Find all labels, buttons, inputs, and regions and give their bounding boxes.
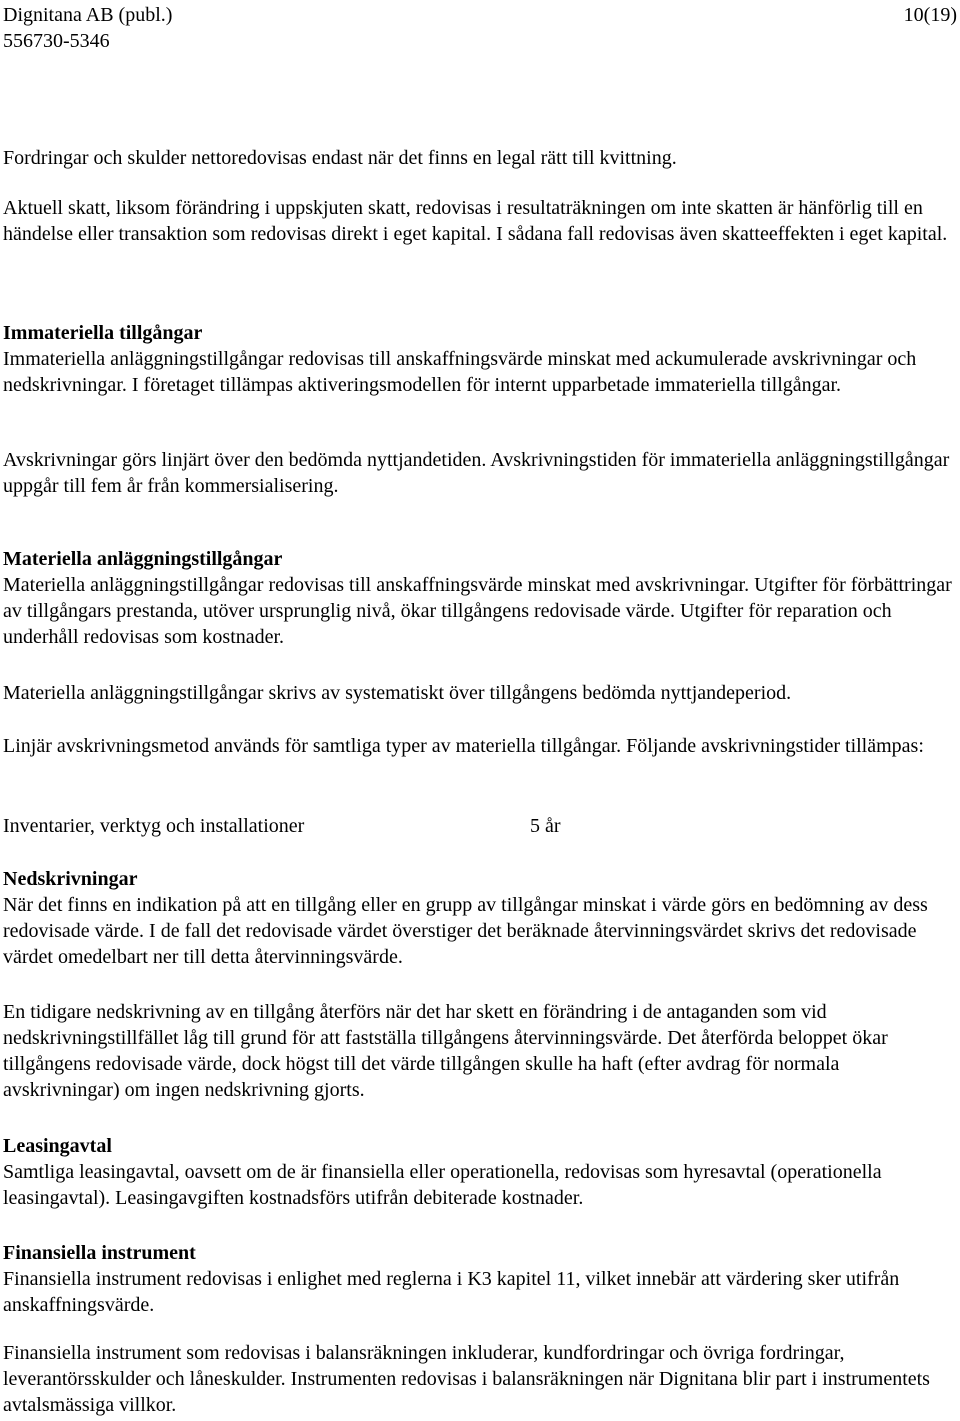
- paragraph-nedskrivningar-2: En tidigare nedskrivning av en tillgång återförs när det har skett en förändring i de antaganden som vid nedskrivningstillfället låg till grund för att fastställa tillgångens återvinningsvärde. Det återförda beloppet ökar tillgångens redovisade värde, dock högst till det värde tillgången skulle ha haft (efter avdrag för normala avskrivningar) om ingen nedskrivning gjorts.: [3, 1001, 888, 1101]
- paragraph-immateriella-2: Avskrivningar görs linjärt över den bedömda nyttjandetiden. Avskrivningstiden för immateriella anläggningstillgångar uppgår till fem år från kommersialisering.: [3, 449, 950, 497]
- paragraph-immateriella-1: Immateriella anläggningstillgångar redovisas till anskaffningsvärde minskat med ackumulerade avskrivningar och nedskrivningar. I företaget tillämpas aktiveringsmodellen för internt upparbetade immateriella tillgångar.: [3, 348, 917, 396]
- page-number: 10(19): [903, 4, 957, 26]
- paragraph-materiella-3: Linjär avskrivningsmetod används för samtliga typer av materiella tillgångar. Följande avskrivningstider tillämpas:: [3, 735, 924, 757]
- paragraph-finansiella-2: Finansiella instrument som redovisas i balansräkningen inkluderar, kundfordringar och övriga fordringar, leverantörsskulder och låneskulder. Instrumenten redovisas i balansräkningen när Dignitana blir part i instrumentets avtalsmässiga villkor.: [3, 1342, 930, 1416]
- section-materiella: [3, 546, 957, 650]
- section-leasing: [3, 1133, 957, 1211]
- heading-finansiella: Finansiella instrument: [3, 1242, 196, 1264]
- header-bottom-row: [3, 28, 957, 54]
- company-name: Dignitana AB (publ.): [3, 4, 173, 26]
- section-finansiella: [3, 1240, 957, 1318]
- heading-materiella: Materiella anläggningstillgångar: [3, 548, 283, 570]
- depreciation-period-cell: 5 år: [530, 815, 561, 837]
- paragraph-materiella-1: Materiella anläggningstillgångar redovisas till anskaffningsvärde minskat med avskrivningar. Utgifter för förbättringar av tillgångars prestanda, utöver ursprunglig nivå, ökar tillgångens redovisade värde. Utgifter för reparation och underhåll redovisas som kostnader.: [3, 574, 952, 648]
- paragraph-nedskrivningar-1: När det finns en indikation på att en tillgång eller en grupp av tillgångar minskat i värde görs en bedömning av dess redovisade värde. I de fall det redovisade värdet överstiger det beräknade återvinningsvärdet skrivs det redovisade värdet omedelbart ner till detta återvinningsvärde.: [3, 894, 928, 968]
- depreciation-table-row: [3, 813, 957, 839]
- paragraph-netting: Fordringar och skulder nettoredovisas endast när det finns en legal rätt till kvittning.: [3, 147, 677, 169]
- paragraph-leasing-1: Samtliga leasingavtal, oavsett om de är finansiella eller operationella, redovisas som hyresavtal (operationella leasingavtal). Leasingavgiften kostnadsförs utifrån debiterade kostnader.: [3, 1161, 882, 1209]
- paragraph-tax: Aktuell skatt, liksom förändring i uppskjuten skatt, redovisas i resultaträkningen om inte skatten är hänförlig till en händelse eller transaktion som redovisas direkt i eget kapital. I sådana fall redovisas även skatteeffekten i eget kapital.: [3, 197, 948, 245]
- paragraph-finansiella-1: Finansiella instrument redovisas i enlighet med reglerna i K3 kapitel 11, vilket innebär att värdering sker utifrån anskaffningsvärde.: [3, 1268, 900, 1316]
- paragraph-materiella-2: Materiella anläggningstillgångar skrivs av systematiskt över tillgångens bedömda nyttjandeperiod.: [3, 682, 792, 704]
- section-immateriella: [3, 320, 957, 398]
- heading-nedskrivningar: Nedskrivningar: [3, 868, 138, 890]
- page-header: [3, 2, 957, 54]
- section-nedskrivningar: [3, 866, 957, 970]
- org-number: 556730-5346: [3, 30, 110, 52]
- heading-immateriella: Immateriella tillgångar: [3, 322, 203, 344]
- heading-leasing: Leasingavtal: [3, 1135, 112, 1157]
- asset-type-cell: Inventarier, verktyg och installationer: [3, 815, 305, 837]
- header-top-row: [3, 2, 957, 28]
